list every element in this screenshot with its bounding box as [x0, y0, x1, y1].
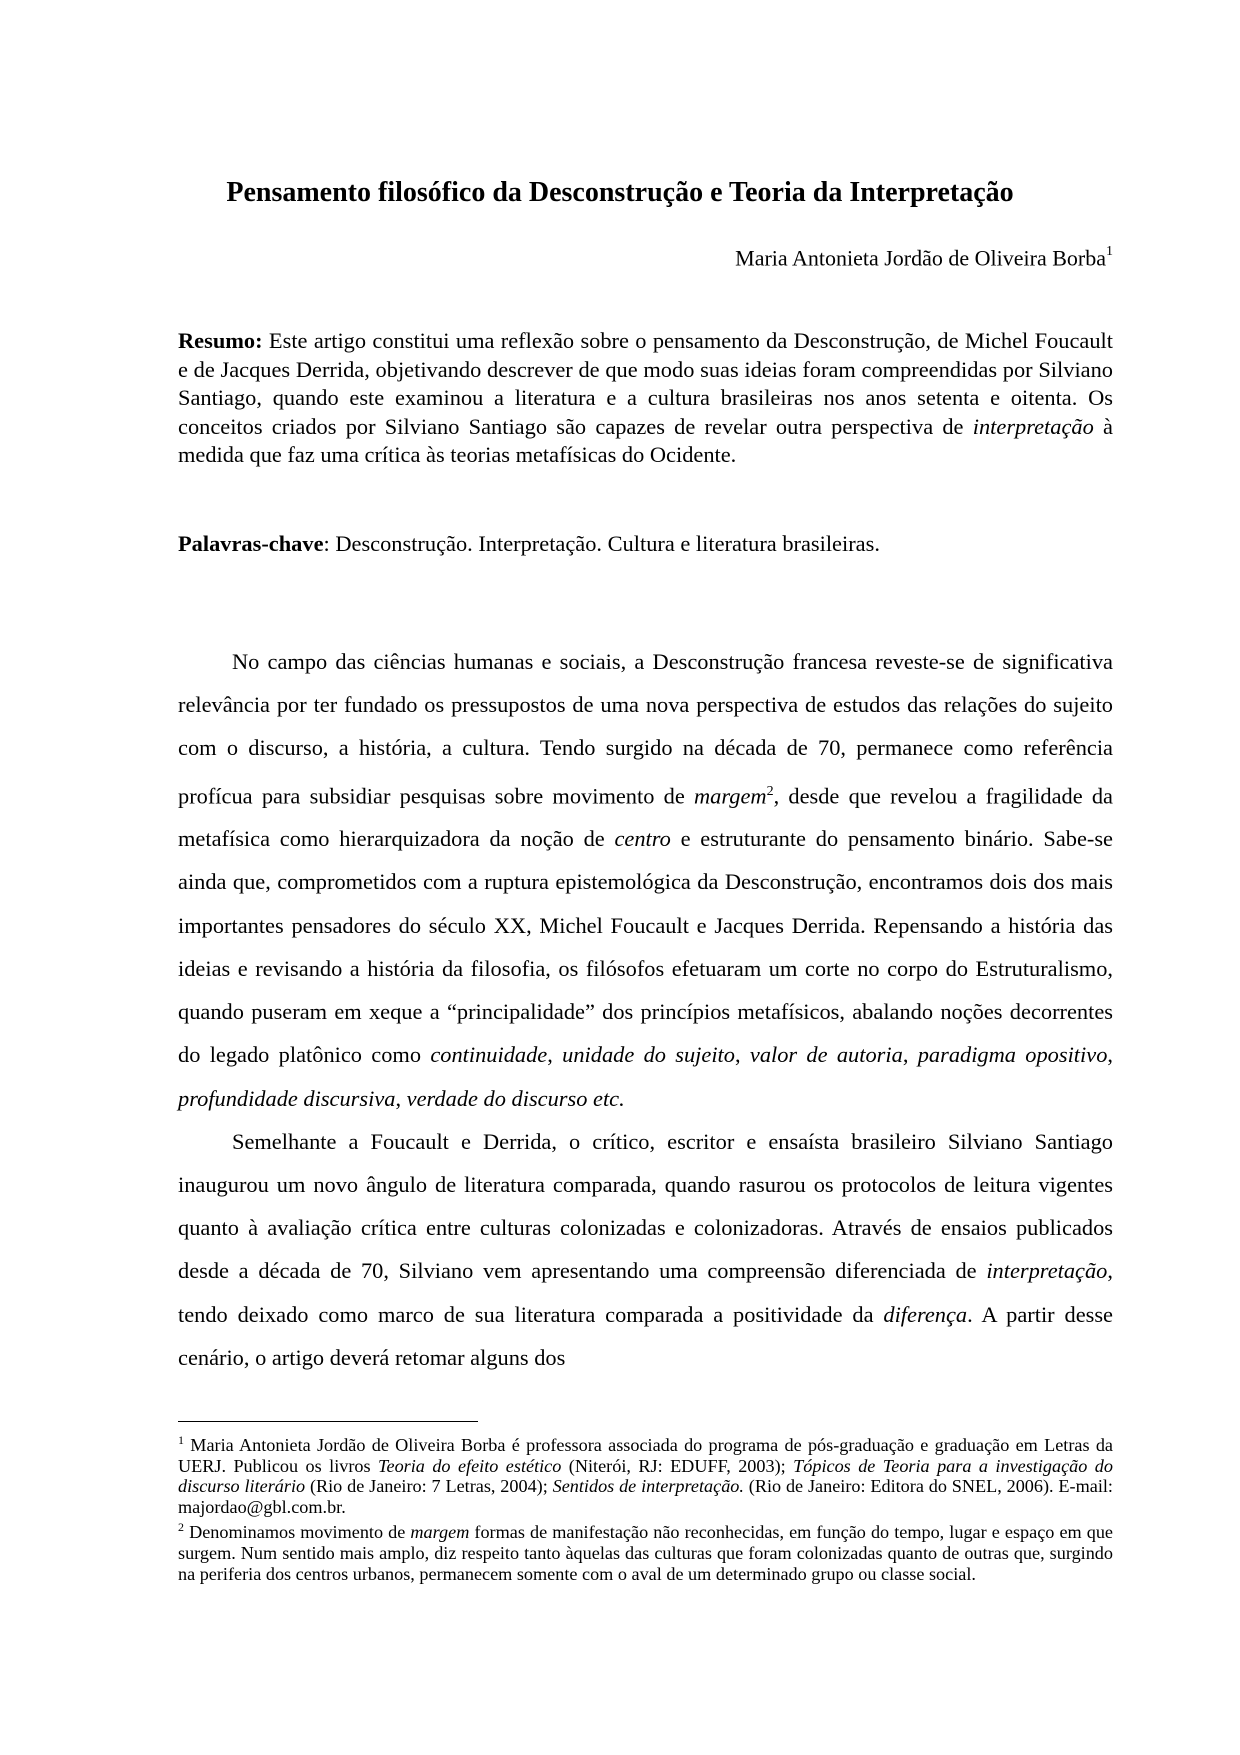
p1-italic-paradigma: paradigma opositivo: [917, 1042, 1108, 1068]
p2-text-3: . A partir desse cenário, o artigo deverá retomar alguns dos: [178, 1301, 1113, 1370]
fn2-text-2: formas de manifestação não reconhecidas, em função do tempo, lugar e espaço em que surgem. Num sentido mais amplo, diz respeito tanto àquelas das culturas que foram colonizadas quanto de outras que, surgindo na periferia dos centros urbanos, permanecem somente com o aval de um determinado grupo ou classe social.: [178, 1522, 1114, 1584]
p1-text-3: e estruturante do pensamento binário. Sabe-se ainda que, comprometidos com a ruptura epistemológica da Desconstrução, encontramos dois dos mais importantes pensadores do século XX, Michel Foucault e Jacques Derrida. Repensando a história das ideias e revisando a história da filosofia, os filósofos efetuaram um corte no corpo do Estruturalismo, quando puseram em xeque a “principalidade” dos princípios metafísicos, abalando noções decorrentes do legado platônico como: [178, 826, 1113, 1068]
p1-italic-centro: centro: [614, 826, 671, 852]
author-line: [735, 240, 1113, 272]
abstract-italic-term: interpretação: [972, 413, 1094, 439]
p1-text-1: No campo das ciências humanas e sociais, a Desconstrução francesa reveste-se de significativa relevância por ter fundado os pressupostos de uma nova perspectiva de estudos das relações do sujeito com o discurso, a história, a cultura. Tendo surgido na década de 70, permanece como referência profícua para subsidiar pesquisas sobre movimento de: [178, 649, 1113, 809]
footnote-2-mark: 2: [178, 1520, 184, 1535]
footnotes: [178, 1430, 1113, 1584]
fn1-italic-3: Sentidos de interpretação.: [552, 1476, 744, 1497]
p1-italic-margem: margem: [694, 783, 767, 809]
p1-italic-autoria: valor de autoria: [749, 1042, 903, 1068]
p2-italic-interpretacao: interpretação: [986, 1258, 1108, 1284]
footnote-2: [178, 1517, 1113, 1584]
p1-comma-2: ,: [734, 1042, 750, 1068]
fn1-text-1: Maria Antonieta Jordão de Oliveira Borba é professora associada do programa de pós-graduação e graduação em Letras da UERJ. Publicou os livros: [178, 1435, 1113, 1476]
keywords-text: : Desconstrução. Interpretação. Cultura e literatura brasileiras.: [323, 531, 880, 556]
p1-italic-continuidade: continuidade: [430, 1042, 548, 1068]
fn1-text-3: (Rio de Janeiro: 7 Letras, 2004);: [305, 1476, 553, 1497]
p1-italic-profundidade: profundidade discursiva: [178, 1085, 396, 1111]
footnote-1: [178, 1430, 1113, 1517]
author-name: Maria Antonieta Jordão de Oliveira Borba: [735, 245, 1106, 271]
p1-text-2: , desde que revelou a fragilidade da metafísica como hierarquizadora da noção de: [178, 783, 1113, 852]
p2-text-2: , tendo deixado como marco de sua literatura comparada a positividade da: [178, 1258, 1113, 1327]
abstract-label: Resumo:: [178, 328, 263, 353]
footnote-ref-2[interactable]: 2: [766, 783, 774, 799]
p1-italic-unidade: unidade do sujeito: [562, 1042, 735, 1068]
fn2-italic-1: margem: [410, 1522, 470, 1543]
p1-italic-verdade: verdade do discurso etc.: [406, 1085, 625, 1111]
abstract-text-2: à medida que faz uma crítica às teorias metafísicas do Ocidente.: [178, 413, 1113, 467]
footnote-1-mark: 1: [178, 1433, 184, 1447]
p1-comma-4: ,: [1107, 1042, 1113, 1068]
fn1-italic-1: Teoria do efeito estético: [378, 1455, 562, 1476]
p2-text-1: Semelhante a Foucault e Derrida, o crítico, escritor e ensaísta brasileiro Silviano Santiago inaugurou um novo ângulo de literatura comparada, quando rasurou os protocolos de leitura vigentes quanto à avaliação crítica entre culturas colonizadas e colonizadoras. Através de ensaios publicados desde a década de 70, Silviano vem apresentando uma compreensão diferenciada de: [178, 1128, 1113, 1284]
body-text: [178, 640, 1113, 1379]
fn2-text-1: Denominamos movimento de: [184, 1522, 411, 1543]
p1-comma-3: ,: [902, 1042, 918, 1068]
abstract: [178, 327, 1113, 470]
fn1-text-4: (Rio de Janeiro: Editora do SNEL, 2006). E-mail: majordao@gbl.com.br.: [178, 1476, 1113, 1517]
p1-comma-5: ,: [395, 1085, 407, 1111]
fn1-text-2: (Niterói, RJ: EDUFF, 2003);: [561, 1455, 794, 1476]
footnote-separator: [178, 1421, 478, 1422]
footnote-ref-1[interactable]: 1: [1106, 244, 1113, 259]
body-paragraph-2: [178, 1120, 1113, 1379]
p2-italic-diferenca: diferença: [883, 1301, 968, 1327]
fn1-italic-2: Tópicos de Teoria para a investigação do discurso literário: [178, 1455, 1113, 1497]
abstract-text-1: Este artigo constitui uma reflexão sobre o pensamento da Desconstrução, de Michel Foucault e de Jacques Derrida, objetivando descrever de que modo suas ideias foram compreendidas por Silviano Santiago, quando este examinou a literatura e a cultura brasileiras nos anos setenta e oitenta. Os conceitos criados por Silviano Santiago são capazes de revelar outra perspectiva de: [178, 328, 1113, 439]
article-title: Pensamento filosófico da Desconstrução e Teoria da Interpretação: [226, 177, 1014, 208]
keywords: [178, 530, 1113, 558]
keywords-label: Palavras-chave: [178, 531, 324, 556]
body-paragraph-1: [178, 640, 1113, 1120]
p1-comma-1: ,: [547, 1042, 563, 1068]
